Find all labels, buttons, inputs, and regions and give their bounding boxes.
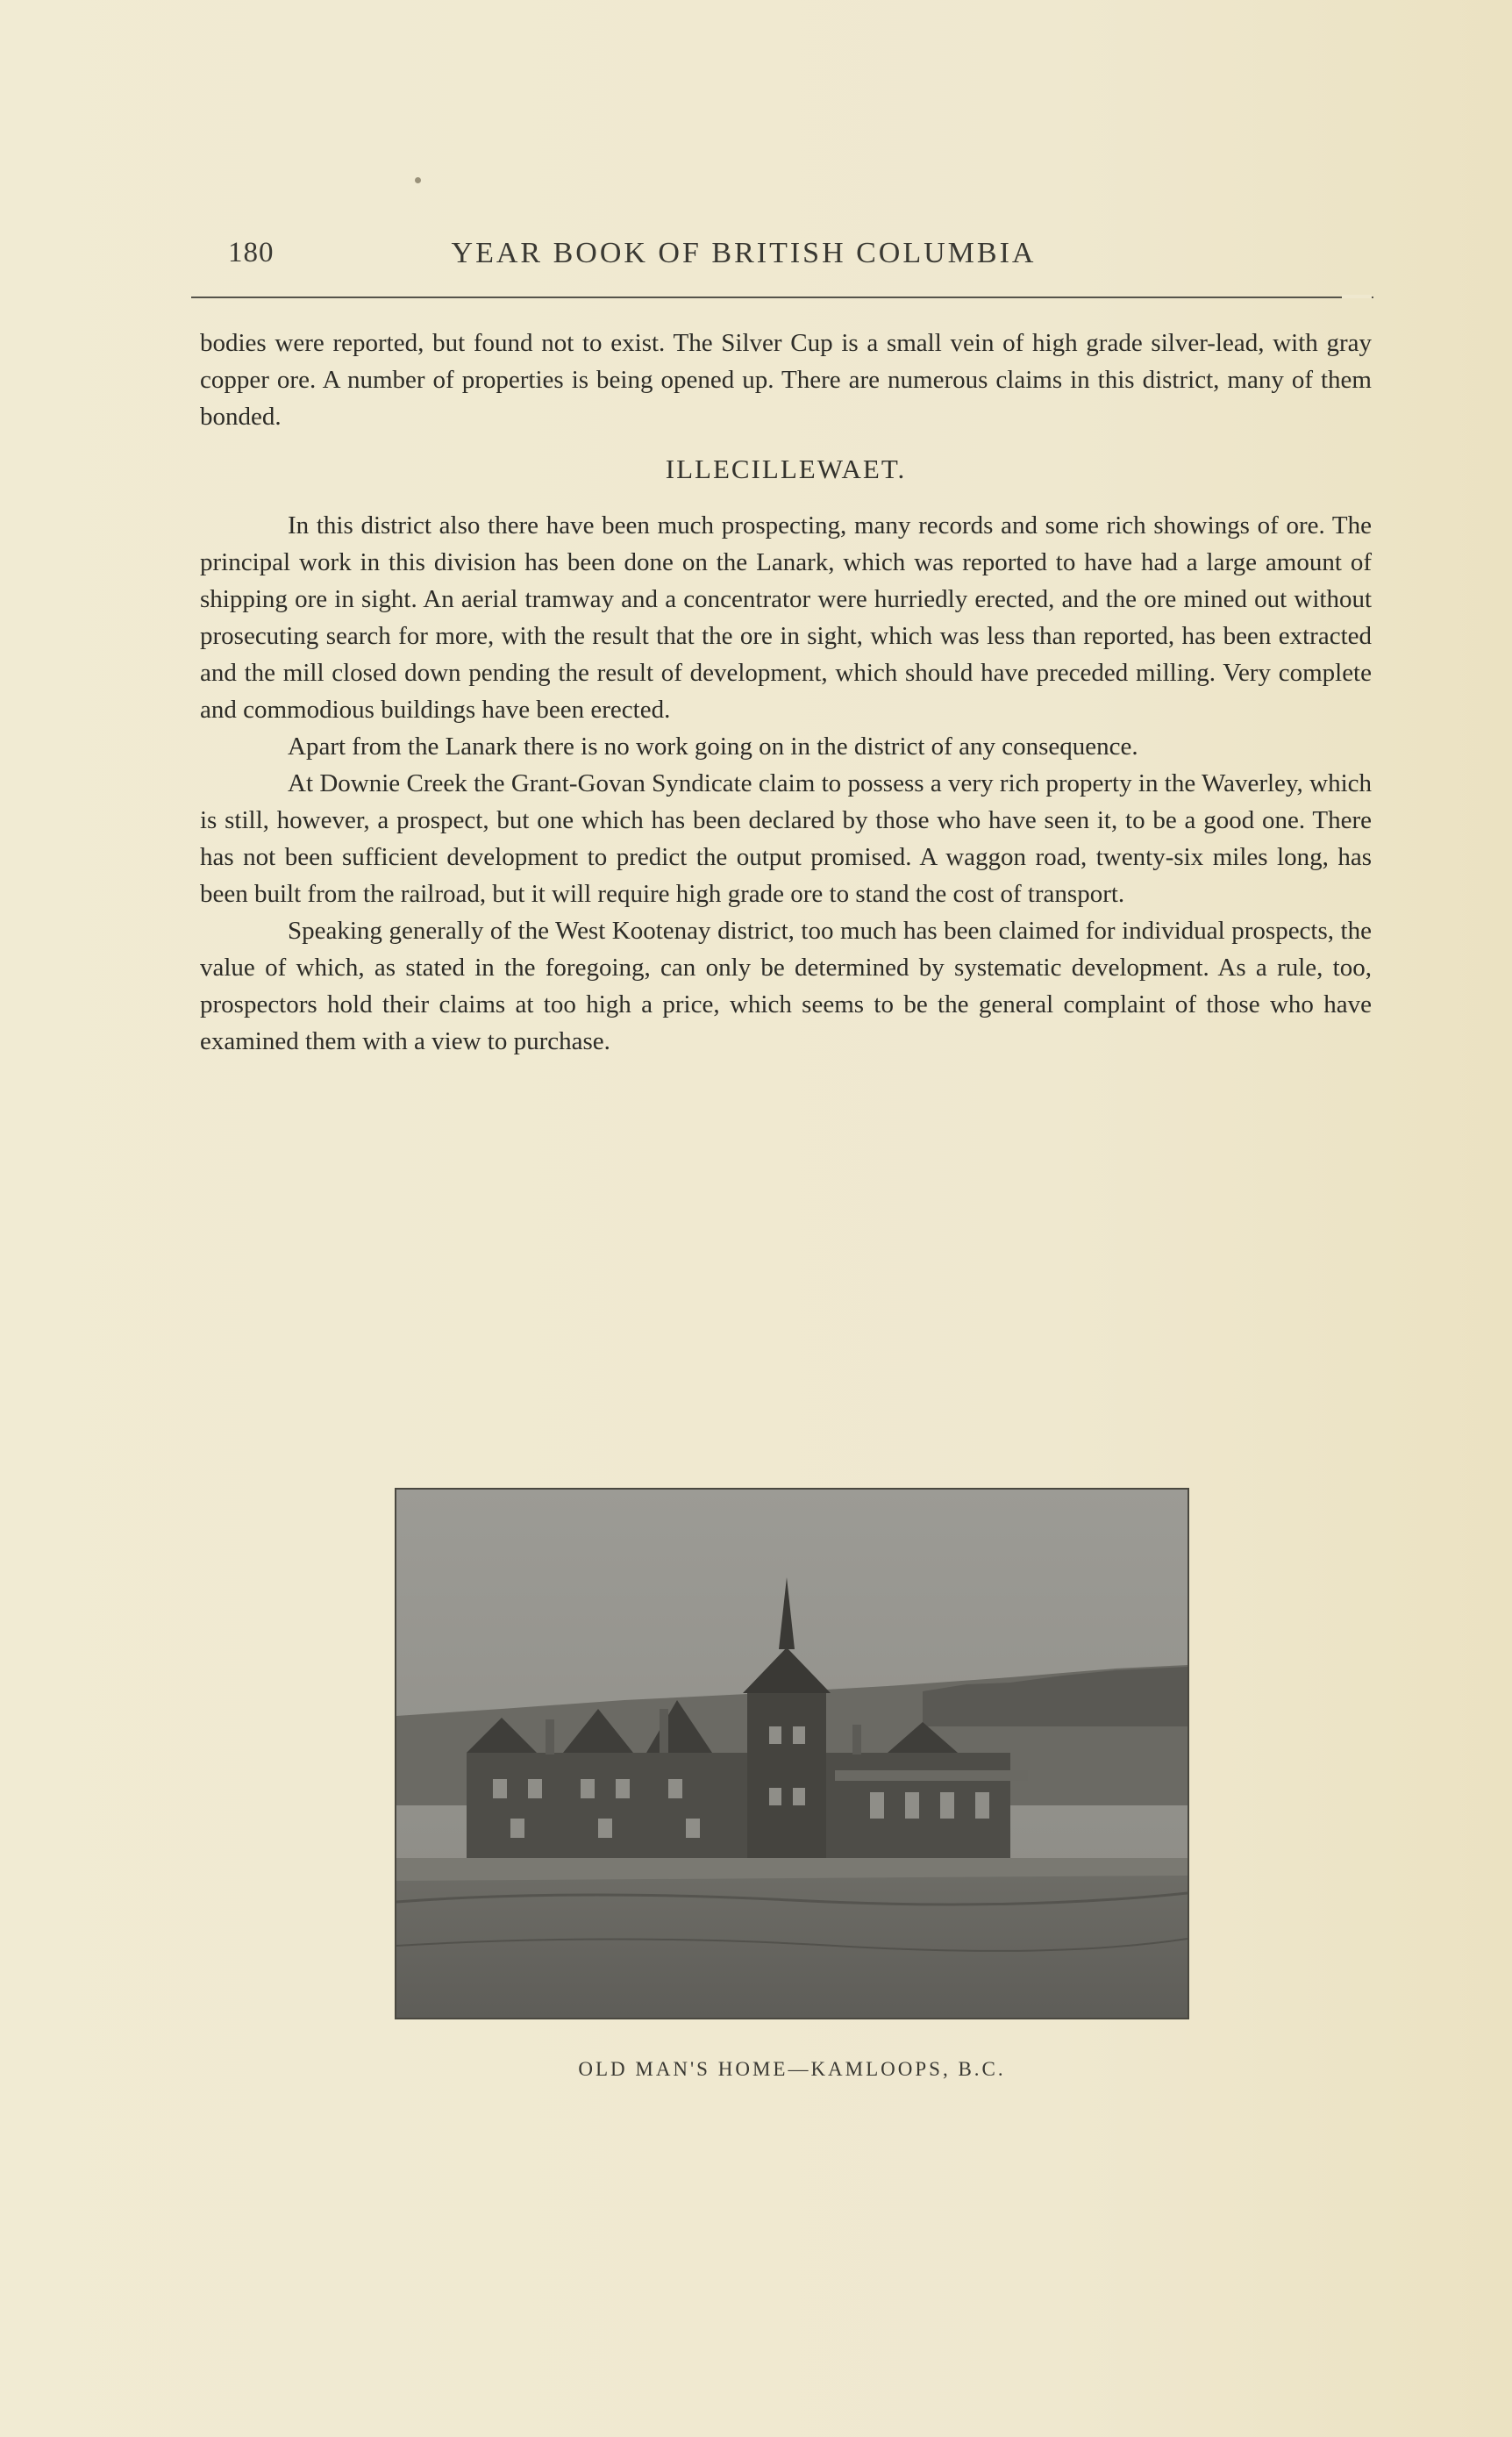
section-heading: ILLECILLEWAET. [665,454,907,484]
paragraph-continued: bodies were reported, but found not to exist. The Silver Cup is a small vein of high grade silver-lead, with gray copper ore. A number of properties is being opened up. There are numerous claims in this district, many of them bonded. [200,329,1372,431]
building-main [467,1753,1010,1858]
paragraph: Apart from the Lanark there is no work going on in the district of any consequence. [288,733,1138,761]
figure-caption: OLD MAN'S HOME—KAMLOOPS, B.C. [578,2058,1006,2080]
foreground-field [396,1858,1187,2018]
paragraph: At Downie Creek the Grant-Govan Syndicate claim to possess a very rich property in the Waverley, which is still, however, a prospect, but one which has been declared by those who have seen it, to be a good one. There has not been sufficient development to predict the output promised. A waggon road, twenty-six miles long, has been built from the railroad, but it will require high grade ore to stand the cost of transport. [200,769,1372,908]
header-rule [191,297,1373,298]
veranda-roof [835,1770,1028,1781]
paper-speck [415,177,421,183]
photograph [395,1488,1189,2019]
header-rule-gap [1342,295,1372,298]
body-text [200,325,1372,1060]
running-title: YEAR BOOK OF BRITISH COLUMBIA [451,237,1037,269]
page-number: 180 [228,237,275,268]
photo-illustration [396,1490,1187,2018]
page-header [228,237,1259,286]
central-tower [747,1691,826,1858]
paragraph: Speaking generally of the West Kootenay district, too much has been claimed for individual prospects, the value of which, as stated in the foregoing, can only be determined by systematic development. As a rule, too, prospectors hold their claims at too high a price, which seems to be the general complaint of those who have examined them with a view to purchase. [200,917,1372,1055]
paragraph: In this district also there have been much prospecting, many records and some rich showings of ore. The principal work in this division has been done on the Lanark, which was reported to have had a large amount of shipping ore in sight. An aerial tramway and a concentrator were hurriedly erected, and the ore mined out without prosecuting search for more, with the result that the ore in sight, which was less than reported, has been extracted and the mill closed down pending the result of development, which should have preceded milling. Very complete and commodious buildings have been erected. [200,511,1372,724]
